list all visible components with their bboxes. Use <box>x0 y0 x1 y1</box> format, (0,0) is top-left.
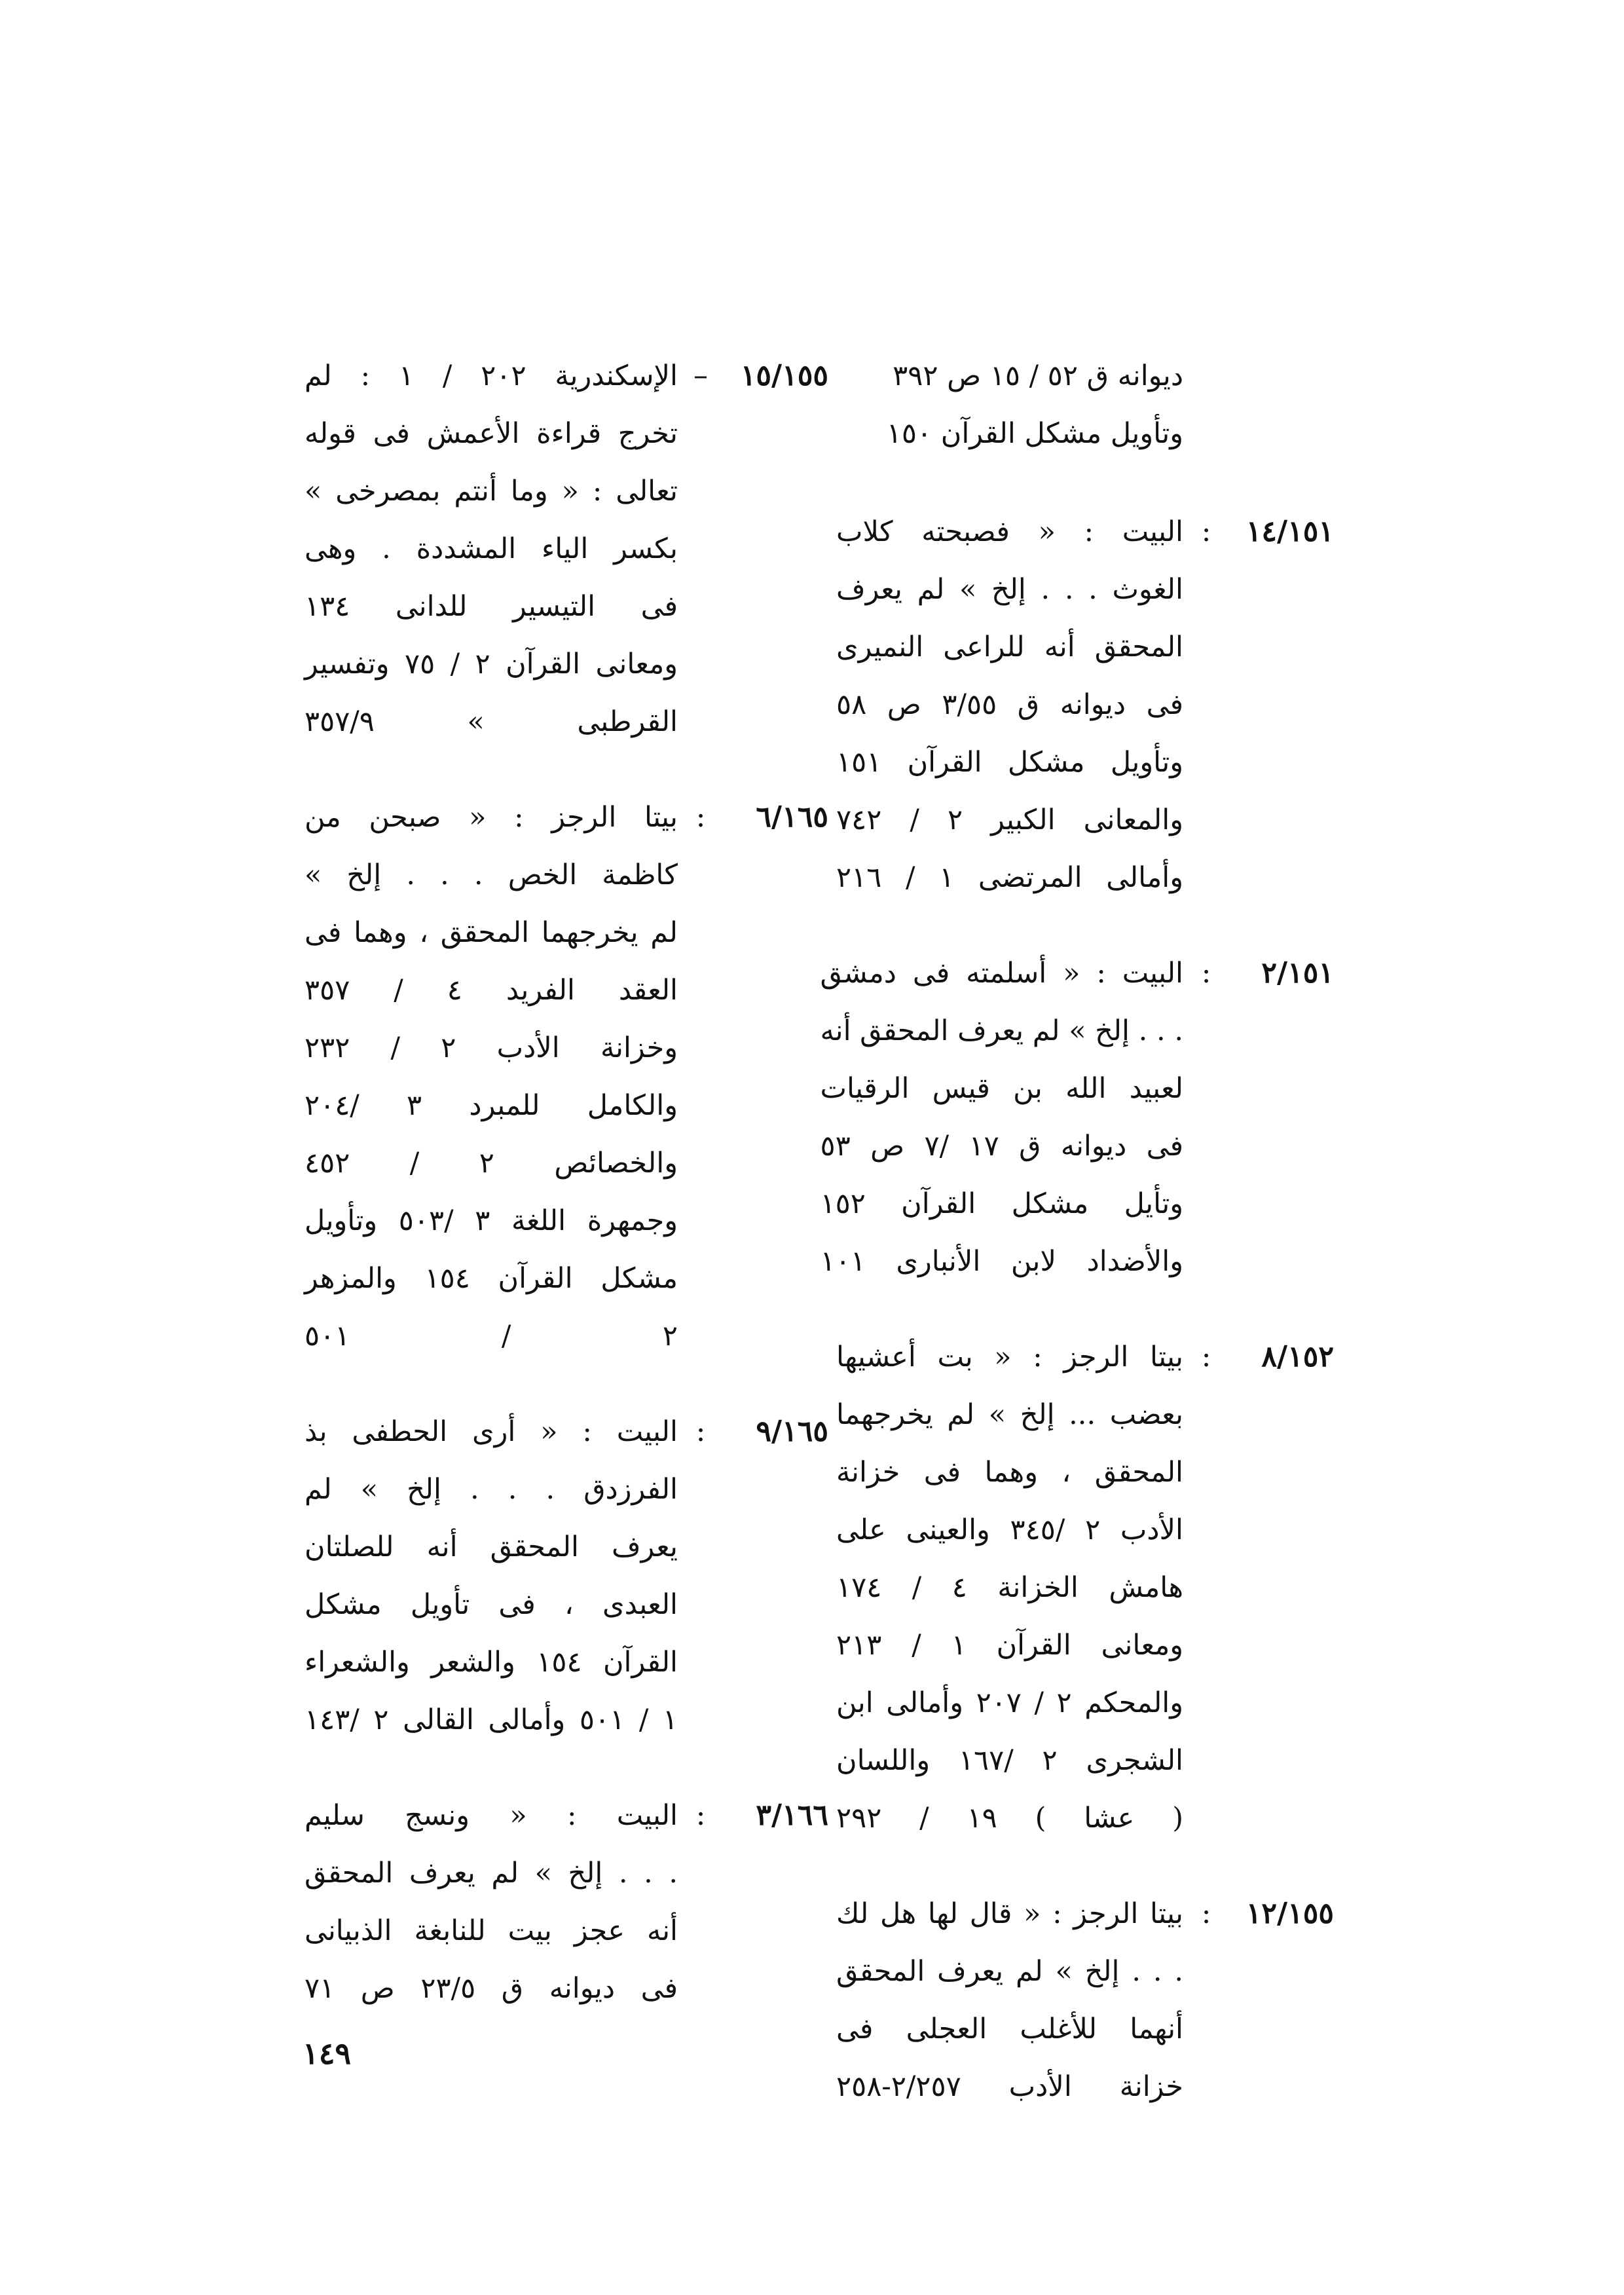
entry-body <box>836 1328 1183 1847</box>
entry-line: العبدى ، فى تأويل مشكل <box>304 1588 678 1621</box>
entry-ref: ٨/١٥٢ <box>1261 1340 1334 1373</box>
entry-line: القرآن ١٥٤ والشعر والشعراء <box>304 1646 678 1679</box>
entry-line: المحقق ، وهما فى خزانة <box>836 1456 1183 1489</box>
entry-line: وتأويل مشكل القرآن ١٥٠ <box>886 417 1183 450</box>
entry-ref: ٩/١٦٥ <box>756 1415 828 1448</box>
entry-line: ديوانه ق ٥٢ / ١٥ ص ٣٩٢ <box>893 360 1183 392</box>
entry-line: يعرف المحقق أنه للصلتان <box>304 1531 678 1563</box>
note-entry <box>304 1787 828 2017</box>
entry-line: وجمهرة اللغة ٣ /٥٠٣ وتأويل <box>304 1204 678 1237</box>
entry-line: كاظمة الخص . . . إلخ » <box>304 859 678 891</box>
entry-ref: ٦/١٦٥ <box>756 800 828 834</box>
entry-separator: : <box>695 800 706 834</box>
entry-line: الشجرى ٢ /١٦٧ واللسان <box>836 1744 1184 1777</box>
entry-line: بعضب ... إلخ » لم يخرجهما <box>836 1398 1183 1431</box>
right-column <box>820 347 1334 2154</box>
entry-line: الإسكندرية ٢٠٢ / ١ : لم <box>304 360 678 392</box>
entry-body <box>836 347 1183 462</box>
entry-line: الفرزدق . . . إلخ » لم <box>304 1473 678 1506</box>
entry-ref: ١٥/١٥٥ <box>740 359 828 392</box>
entry-line: أنهما للأغلب العجلى فى <box>836 2013 1183 2045</box>
entry-line: البيت : « أرى الحطفى بذ <box>304 1415 678 1448</box>
entry-separator: – <box>693 359 708 392</box>
entry-line: وتأويل مشكل القرآن ١٥١ <box>836 746 1183 779</box>
entry-line: مشكل القرآن ١٥٤ والمزهر <box>304 1262 678 1295</box>
entry-separator: : <box>695 1415 706 1448</box>
entry-line: البيت : « ونسج سليم <box>304 1799 678 1832</box>
entry-line: والمحكم ٢ / ٢٠٧ وأمالى ابن <box>836 1687 1184 1719</box>
entry-line: وخزانة الأدب ٢ / ٢٣٢ <box>304 1032 678 1064</box>
entry-line: خزانة الأدب ٢/٢٥٧-٢٥٨ <box>836 2070 1183 2103</box>
note-entry <box>836 1328 1334 1847</box>
entry-line: تعالى : « وما أنتم بمصرخى » <box>304 475 678 508</box>
entry-body <box>821 944 1183 1290</box>
entry-line: بيتا الرجز : « صبحن من <box>304 801 678 834</box>
entry-body <box>304 1787 678 2017</box>
note-entry <box>836 503 1334 906</box>
entry-body <box>304 347 678 751</box>
left-column <box>304 347 828 2055</box>
note-entry <box>304 1403 828 1749</box>
entry-separator: : <box>1201 515 1211 548</box>
entry-line: تخرج قراءة الأعمش فى قوله <box>304 417 678 450</box>
entry-line: فى ديوانه ق ١٧ /٧ ص ٥٣ <box>820 1130 1184 1163</box>
entry-ref: ١٤/١٥١ <box>1246 515 1334 548</box>
entry-line: بكسر الياء المشددة . وهى <box>304 532 678 565</box>
entry-line: والأضداد لابن الأنبارى ١٠١ <box>820 1245 1183 1278</box>
entry-line: بيتا الرجز : « قال لها هل لك <box>836 1897 1183 1930</box>
entry-separator: : <box>1201 1340 1211 1373</box>
entry-line: أنه عجز بيت للنابغة الذبيانى <box>304 1914 678 1947</box>
entry-line: ( عشا ) ١٩ / ٢٩٢ <box>836 1802 1183 1835</box>
page-number: ١٤٩ <box>303 2036 352 2071</box>
note-entry <box>304 789 828 1365</box>
entry-line: فى التيسير للدانى ١٣٤ <box>304 590 678 623</box>
entry-line: الأدب ٢ /٣٤٥ والعينى على <box>836 1514 1183 1546</box>
entry-line: المحقق أنه للراعى النميرى <box>836 631 1183 663</box>
entry-line: بيتا الرجز : « بت أعشيها <box>836 1341 1183 1373</box>
entry-line: . . . إلخ » لم يعرف المحقق أنه <box>820 1015 1183 1047</box>
entry-line: ٢ / ٥٠١ <box>304 1320 678 1353</box>
entry-line: فى ديوانه ق ٣/٥٥ ص ٥٨ <box>836 688 1184 721</box>
entry-line: ومعانى القرآن ١ / ٢١٣ <box>836 1629 1184 1662</box>
entry-line: . . . إلخ » لم يعرف المحقق <box>304 1857 678 1890</box>
entry-body <box>836 503 1183 906</box>
entry-separator: : <box>695 1799 706 1832</box>
entry-body <box>836 1885 1183 2116</box>
entry-line: لم يخرجهما المحقق ، وهما فى <box>304 916 678 949</box>
entry-line: فى ديوانه ق ٢٣/٥ ص ٧١ <box>304 1972 678 2005</box>
note-entry <box>304 347 828 751</box>
entry-separator: : <box>1201 1897 1211 1930</box>
note-entry <box>836 1885 1334 2116</box>
entry-line: . . . إلخ » لم يعرف المحقق <box>836 1955 1183 1988</box>
continuation-entry <box>836 347 1334 462</box>
entry-line: العقد الفريد ٤ / ٣٥٧ <box>304 974 678 1007</box>
entry-line: وتأيل مشكل القرآن ١٥٢ <box>820 1187 1183 1220</box>
entry-line: هامش الخزانة ٤ / ١٧٤ <box>836 1571 1184 1604</box>
entry-line: والكامل للمبرد ٣ /٢٠٤ <box>304 1089 678 1122</box>
entry-separator: : <box>1201 956 1211 990</box>
entry-line: والمعانى الكبير ٢ / ٧٤٢ <box>836 804 1183 836</box>
entry-ref: ٣/١٦٦ <box>756 1799 828 1832</box>
entry-line: ومعانى القرآن ٢ / ٧٥ وتفسير <box>304 648 678 681</box>
entry-ref: ٢/١٥١ <box>1261 956 1334 990</box>
entry-body <box>304 1403 678 1749</box>
entry-body <box>304 789 678 1365</box>
entry-line: والخصائص ٢ / ٤٥٢ <box>304 1147 678 1180</box>
entry-line: ١ / ٥٠١ وأمالى القالى ٢ /١٤٣ <box>304 1704 678 1736</box>
entry-line: وأمالى المرتضى ١ / ٢١٦ <box>836 861 1183 894</box>
entry-line: القرطبى » ٣٥٧/٩ <box>304 705 678 738</box>
entry-line: البيت : « أسلمته فى دمشق <box>820 957 1183 990</box>
entry-line: لعبيد الله بن قيس الرقيات <box>820 1072 1183 1105</box>
entry-ref: ١٢/١٥٥ <box>1246 1897 1334 1930</box>
note-entry <box>820 944 1334 1290</box>
entry-line: الغوث . . . إلخ » لم يعرف <box>836 573 1183 606</box>
entry-line: البيت : « فصبحته كلاب <box>836 515 1183 548</box>
